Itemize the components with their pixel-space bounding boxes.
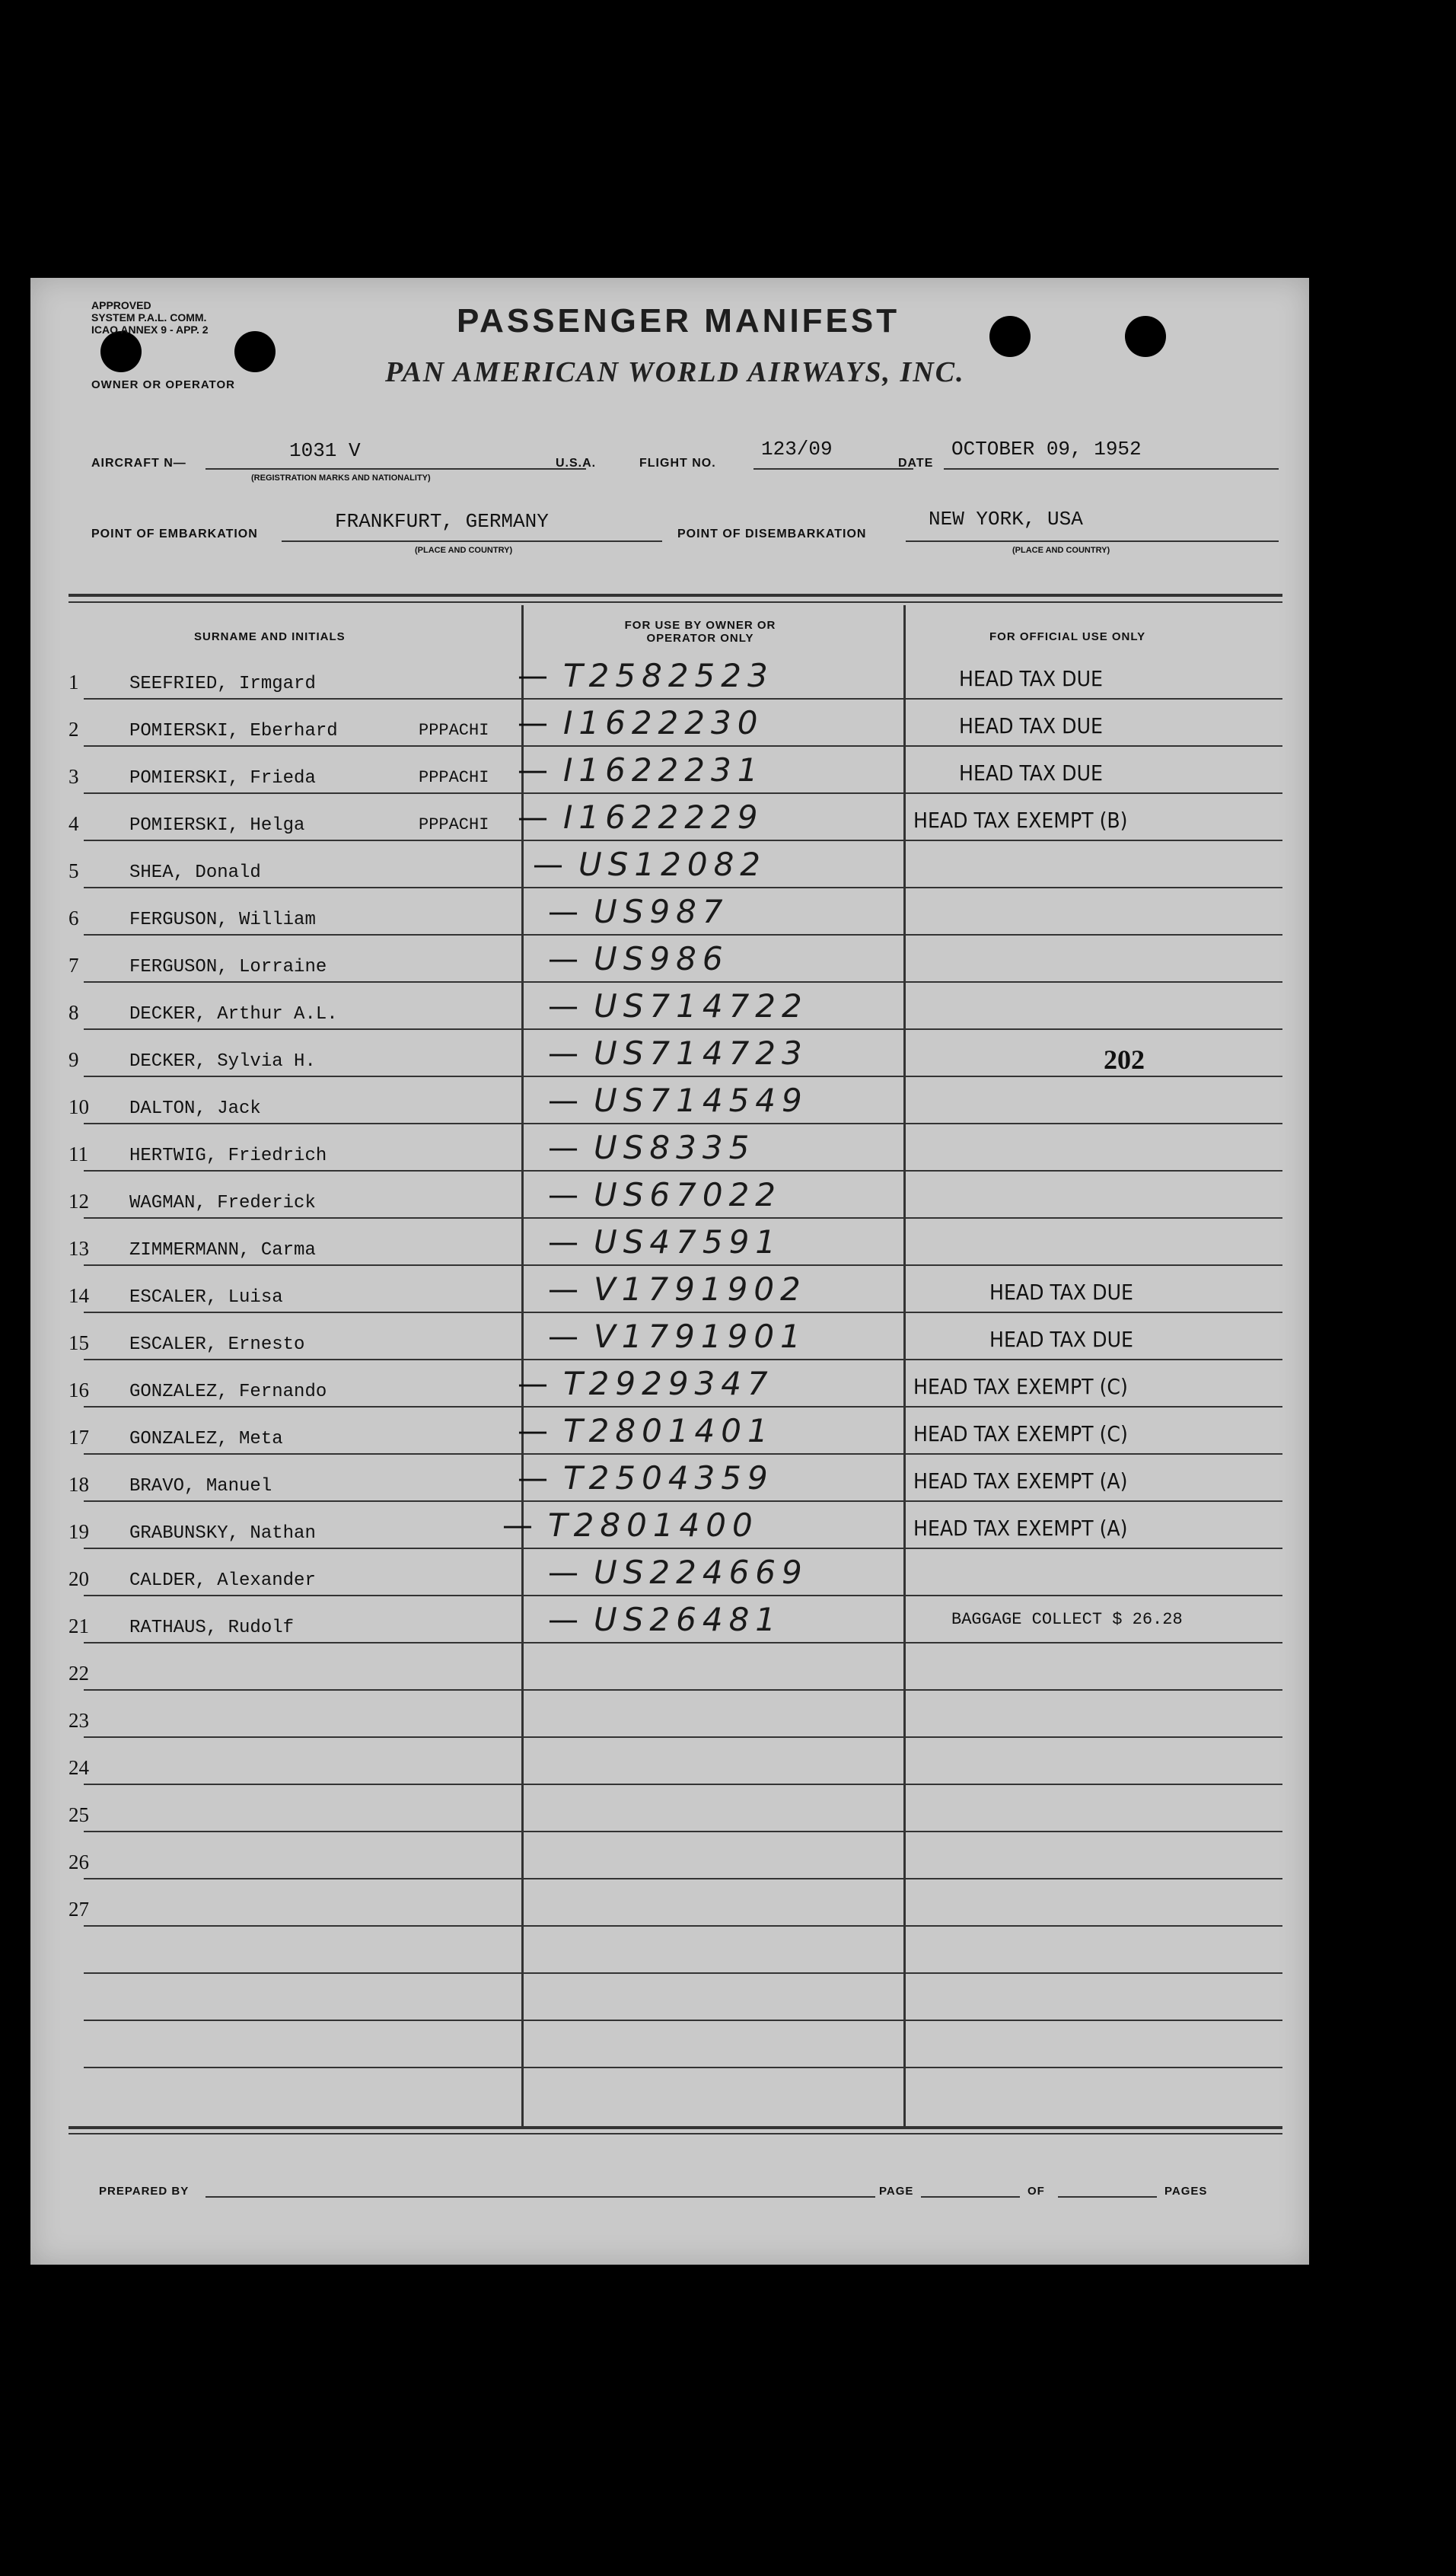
flight-number: 123/09 bbox=[761, 438, 833, 461]
passenger-code: PPPACHI bbox=[419, 721, 489, 740]
passenger-name: DECKER, Arthur A.L. bbox=[129, 1004, 338, 1025]
passenger-name: GONZALEZ, Meta bbox=[129, 1429, 283, 1449]
passport-number: I1622229 bbox=[563, 799, 764, 836]
row-number: 15 bbox=[68, 1331, 89, 1354]
disembarkation-place: NEW YORK, USA bbox=[929, 508, 1083, 531]
official-note: BAGGAGE COLLECT $ 26.28 bbox=[951, 1610, 1183, 1629]
passport-number: US224669 bbox=[594, 1554, 808, 1591]
passport-number: T2801400 bbox=[548, 1506, 759, 1544]
check-mark-icon: — bbox=[502, 1508, 533, 1543]
passport-number: T2801401 bbox=[563, 1412, 774, 1449]
row-number: 10 bbox=[68, 1095, 89, 1118]
passenger-code: PPPACHI bbox=[419, 815, 489, 834]
passport-number: I1622230 bbox=[563, 704, 764, 741]
check-mark-icon: — bbox=[548, 1036, 578, 1071]
passenger-name: WAGMAN, Frederick bbox=[129, 1193, 316, 1213]
flight-date: OCTOBER 09, 1952 bbox=[951, 438, 1142, 461]
official-note: HEAD TAX EXEMPT (C) bbox=[913, 1421, 1128, 1446]
passport-number: US714549 bbox=[594, 1082, 808, 1119]
of-label: OF bbox=[1027, 2185, 1045, 2198]
row-number: 16 bbox=[68, 1379, 89, 1401]
check-mark-icon: — bbox=[548, 1555, 578, 1590]
passport-number: US714723 bbox=[594, 1035, 808, 1072]
official-note: HEAD TAX DUE bbox=[959, 713, 1103, 738]
row-number: 20 bbox=[68, 1567, 89, 1590]
place-note: (PLACE AND COUNTRY) bbox=[1012, 546, 1110, 555]
flight-label: FLIGHT NO. bbox=[639, 457, 716, 470]
passenger-name: SHEA, Donald bbox=[129, 862, 261, 883]
punch-hole bbox=[234, 331, 276, 372]
official-note: HEAD TAX DUE bbox=[989, 1280, 1133, 1305]
prepared-by-label: PREPARED BY bbox=[99, 2185, 190, 2198]
official-note: HEAD TAX EXEMPT (C) bbox=[913, 1374, 1128, 1399]
passport-number: I1622231 bbox=[563, 751, 764, 789]
passport-number: US67022 bbox=[594, 1176, 782, 1213]
passenger-name: ESCALER, Ernesto bbox=[129, 1334, 305, 1355]
row-number: 22 bbox=[68, 1662, 89, 1685]
passenger-code: PPPACHI bbox=[419, 768, 489, 787]
passenger-name: POMIERSKI, Frieda bbox=[129, 768, 316, 789]
passport-number: US47591 bbox=[594, 1223, 782, 1261]
passport-number: T2582523 bbox=[563, 657, 774, 694]
row-number: 3 bbox=[68, 765, 79, 788]
check-mark-icon: — bbox=[548, 1225, 578, 1260]
official-note: HEAD TAX EXEMPT (B) bbox=[913, 808, 1128, 833]
row-number: 17 bbox=[68, 1426, 89, 1449]
official-note: HEAD TAX DUE bbox=[959, 666, 1103, 691]
row-number: 27 bbox=[68, 1898, 89, 1921]
passenger-name: HERTWIG, Friedrich bbox=[129, 1146, 327, 1166]
row-number: 26 bbox=[68, 1851, 89, 1873]
official-note: HEAD TAX DUE bbox=[989, 1327, 1133, 1352]
check-mark-icon: — bbox=[518, 753, 548, 788]
manifest-page bbox=[30, 278, 1309, 2265]
passport-number: US12082 bbox=[578, 846, 767, 883]
passenger-name: DALTON, Jack bbox=[129, 1098, 261, 1119]
passenger-name: ZIMMERMANN, Carma bbox=[129, 1240, 316, 1261]
aircraft-number: 1031 V bbox=[289, 439, 361, 462]
passport-number: US714722 bbox=[594, 987, 808, 1025]
check-mark-icon: — bbox=[548, 1272, 578, 1307]
check-mark-icon: — bbox=[518, 1461, 548, 1496]
check-mark-icon: — bbox=[548, 1130, 578, 1165]
passenger-name: POMIERSKI, Eberhard bbox=[129, 721, 338, 741]
column-header-owner: FOR USE BY OWNER OR OPERATOR ONLY bbox=[624, 619, 776, 645]
passenger-name: SEEFRIED, Irmgard bbox=[129, 674, 316, 694]
check-mark-icon: — bbox=[518, 1366, 548, 1401]
passport-number: T2929347 bbox=[563, 1365, 774, 1402]
check-mark-icon: — bbox=[518, 800, 548, 835]
passport-number: V1791902 bbox=[594, 1270, 807, 1308]
official-note: 202 bbox=[1104, 1044, 1145, 1075]
approval-note bbox=[91, 299, 209, 336]
official-note: HEAD TAX EXEMPT (A) bbox=[913, 1516, 1128, 1541]
row-number: 11 bbox=[68, 1143, 88, 1165]
airline-name: PAN AMERICAN WORLD AIRWAYS, INC. bbox=[385, 356, 965, 388]
pages-label: PAGES bbox=[1164, 2185, 1208, 2198]
row-number: 12 bbox=[68, 1190, 89, 1213]
embarkation-place: FRANKFURT, GERMANY bbox=[335, 510, 549, 533]
passenger-name: BRAVO, Manuel bbox=[129, 1476, 272, 1497]
row-number: 21 bbox=[68, 1615, 89, 1637]
row-number: 9 bbox=[68, 1048, 79, 1071]
registration-note: (REGISTRATION MARKS AND NATIONALITY) bbox=[251, 473, 431, 483]
page-title: PASSENGER MANIFEST bbox=[457, 302, 900, 340]
column-header-official: FOR OFFICIAL USE ONLY bbox=[989, 630, 1146, 643]
check-mark-icon: — bbox=[518, 1414, 548, 1449]
passenger-name: GONZALEZ, Fernando bbox=[129, 1382, 327, 1402]
disembarkation-label: POINT OF DISEMBARKATION bbox=[677, 528, 867, 540]
column-header-surname: SURNAME AND INITIALS bbox=[194, 630, 346, 643]
passport-number: US986 bbox=[594, 940, 729, 977]
passenger-name: ESCALER, Luisa bbox=[129, 1287, 283, 1308]
passport-number: US26481 bbox=[594, 1601, 782, 1638]
row-number: 4 bbox=[68, 812, 79, 835]
check-mark-icon: — bbox=[548, 894, 578, 929]
row-number: 23 bbox=[68, 1709, 89, 1732]
row-number: 5 bbox=[68, 859, 79, 882]
passenger-name: CALDER, Alexander bbox=[129, 1570, 316, 1591]
punch-hole bbox=[1125, 316, 1166, 357]
usa-label: U.S.A. bbox=[556, 457, 597, 470]
aircraft-label: AIRCRAFT N— bbox=[91, 457, 186, 470]
date-label: DATE bbox=[898, 457, 934, 470]
punch-hole bbox=[989, 316, 1031, 357]
check-mark-icon: — bbox=[548, 1083, 578, 1118]
row-number: 6 bbox=[68, 907, 79, 929]
check-mark-icon: — bbox=[548, 1602, 578, 1637]
check-mark-icon: — bbox=[533, 847, 563, 882]
row-number: 1 bbox=[68, 671, 79, 693]
punch-hole bbox=[100, 331, 142, 372]
row-number: 19 bbox=[68, 1520, 89, 1543]
place-note: (PLACE AND COUNTRY) bbox=[415, 546, 513, 555]
passenger-name: POMIERSKI, Helga bbox=[129, 815, 305, 836]
row-number: 7 bbox=[68, 954, 79, 977]
row-number: 25 bbox=[68, 1803, 89, 1826]
check-mark-icon: — bbox=[548, 989, 578, 1024]
row-number: 18 bbox=[68, 1473, 89, 1496]
official-note: HEAD TAX DUE bbox=[959, 760, 1103, 786]
page-label: PAGE bbox=[879, 2185, 914, 2198]
check-mark-icon: — bbox=[548, 1178, 578, 1213]
row-number: 24 bbox=[68, 1756, 89, 1779]
check-mark-icon: — bbox=[518, 706, 548, 741]
check-mark-icon: — bbox=[548, 1319, 578, 1354]
row-number: 14 bbox=[68, 1284, 89, 1307]
embarkation-label: POINT OF EMBARKATION bbox=[91, 528, 258, 540]
approval-line: SYSTEM P.A.L. COMM. bbox=[91, 311, 207, 324]
approval-line: ICAO ANNEX 9 - APP. 2 bbox=[91, 324, 209, 336]
passenger-name: RATHAUS, Rudolf bbox=[129, 1618, 295, 1638]
passenger-name: FERGUSON, William bbox=[129, 910, 316, 930]
passenger-name: FERGUSON, Lorraine bbox=[129, 957, 327, 977]
row-number: 13 bbox=[68, 1237, 89, 1260]
check-mark-icon: — bbox=[548, 942, 578, 977]
passport-number: US987 bbox=[594, 893, 729, 930]
row-number: 8 bbox=[68, 1001, 79, 1024]
passenger-name: GRABUNSKY, Nathan bbox=[129, 1523, 316, 1544]
owner-label: OWNER OR OPERATOR bbox=[91, 378, 235, 391]
check-mark-icon: — bbox=[518, 658, 548, 693]
official-note: HEAD TAX EXEMPT (A) bbox=[913, 1468, 1128, 1494]
passport-number: T2504359 bbox=[563, 1459, 774, 1497]
approval-line: APPROVED bbox=[91, 299, 151, 311]
row-number: 2 bbox=[68, 718, 79, 741]
passport-number: V1791901 bbox=[594, 1318, 807, 1355]
passport-number: US8335 bbox=[594, 1129, 756, 1166]
passenger-name: DECKER, Sylvia H. bbox=[129, 1051, 316, 1072]
